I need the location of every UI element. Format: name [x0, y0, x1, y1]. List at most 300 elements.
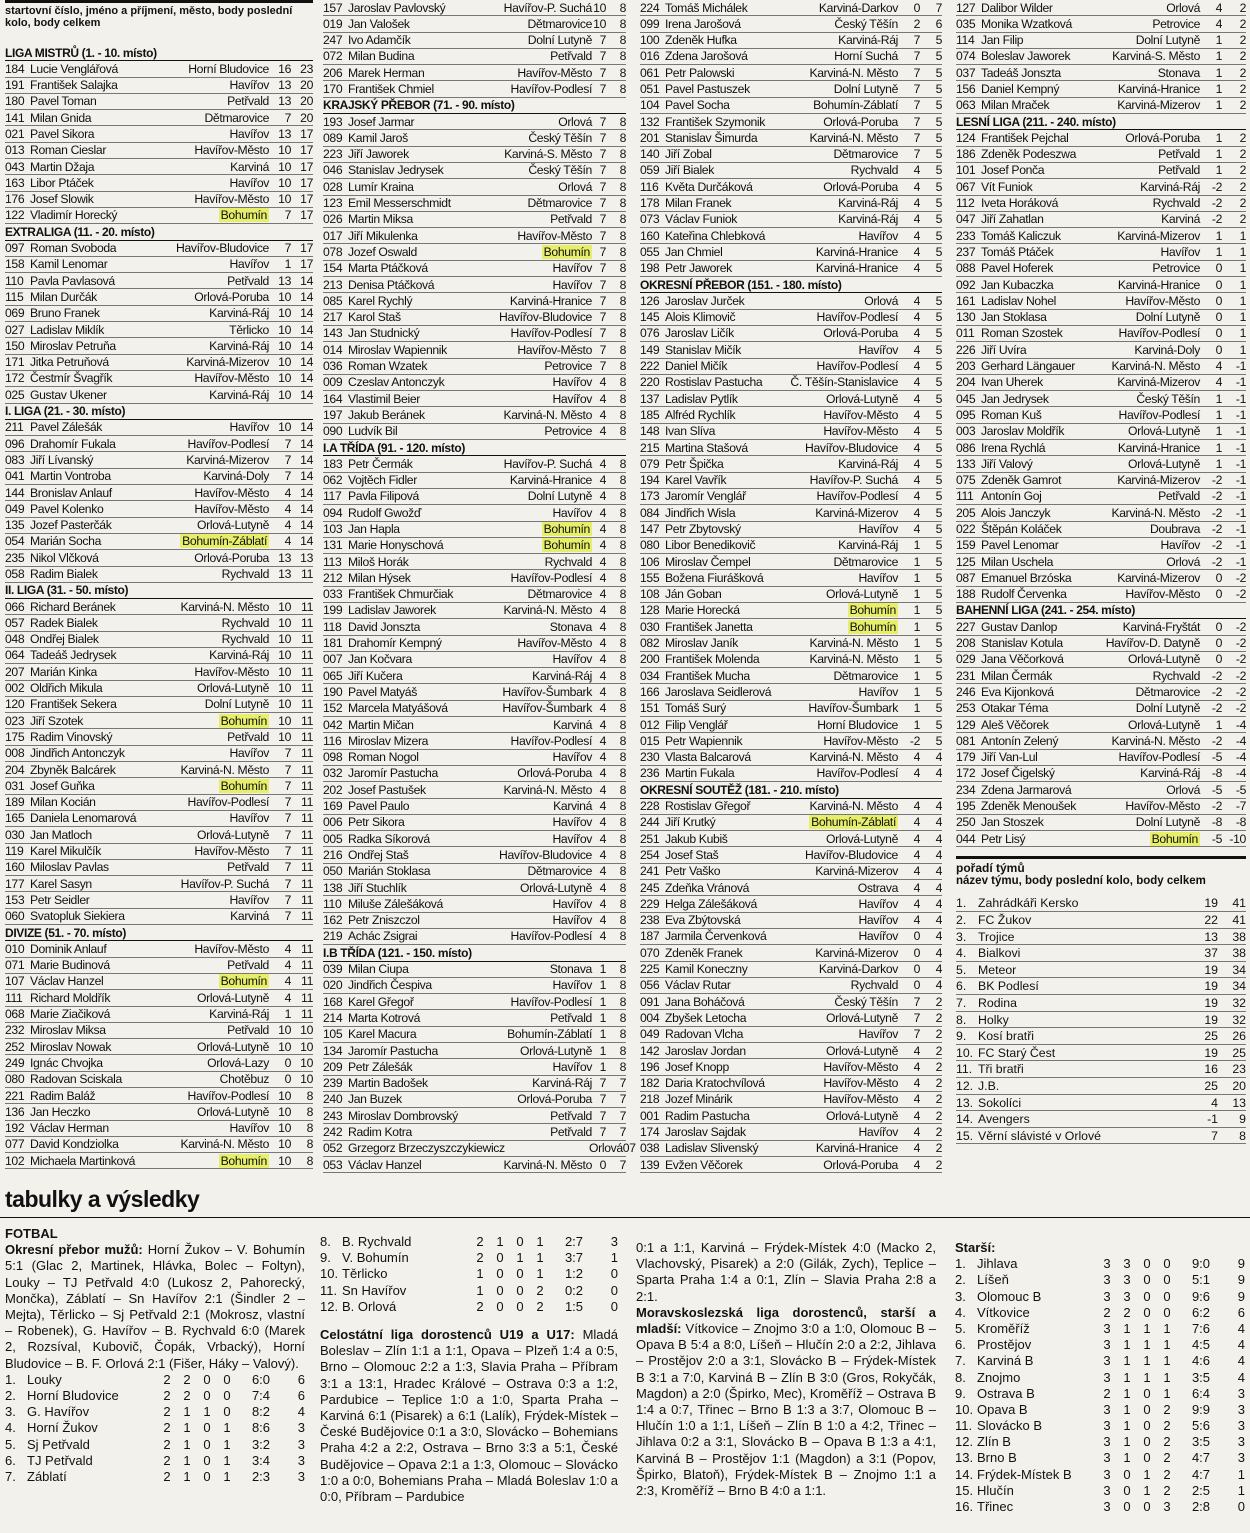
player-city — [157, 501, 269, 517]
player-city — [790, 472, 898, 488]
player-city — [474, 717, 592, 733]
table-row — [956, 424, 1246, 440]
points-total: 8 — [619, 359, 626, 374]
table-row — [323, 603, 626, 619]
points-last-round: 4 — [913, 799, 920, 814]
points-last-round: -2 — [1211, 799, 1222, 814]
player-name: Tomáš Kaliczuk — [981, 228, 1061, 243]
player-number: 007 — [323, 652, 343, 667]
points-total: 5 — [935, 212, 942, 227]
rank: 4. — [5, 1420, 16, 1436]
team: Opava B — [977, 1401, 1028, 1417]
player-number: 197 — [323, 407, 343, 422]
player-city — [474, 977, 592, 993]
player-name: Petr Čermák — [348, 456, 413, 471]
player-city — [157, 1088, 269, 1104]
player-city — [790, 684, 898, 700]
points-total: 8 — [619, 522, 626, 536]
table-row — [640, 407, 942, 423]
table-row — [640, 1027, 942, 1043]
city-text: Havířov — [229, 420, 269, 435]
player-number: 067 — [956, 179, 976, 194]
player-number: 060 — [5, 909, 25, 924]
player-name: Daniel Kempný — [981, 81, 1060, 96]
points-total: 11 — [301, 876, 313, 891]
player-city — [474, 619, 592, 635]
player-number: 143 — [323, 326, 343, 341]
points-last-round: 7 — [284, 436, 291, 451]
team: Znojmo — [977, 1369, 1021, 1385]
draws: 1 — [1143, 1482, 1151, 1498]
points-total: -4 — [1235, 717, 1246, 732]
team: B. Rychvald — [342, 1234, 412, 1249]
player-city — [1092, 570, 1200, 586]
player-city — [1092, 668, 1200, 684]
player-number: 162 — [323, 913, 343, 928]
points-last-round: 13 — [278, 126, 291, 141]
wins: 0 — [496, 1282, 504, 1298]
player-number: 017 — [323, 228, 343, 243]
table-row — [640, 994, 942, 1010]
team-row — [956, 1095, 1246, 1112]
player-number: 120 — [5, 697, 25, 712]
team: Brno B — [977, 1450, 1017, 1466]
city-text: Karviná-N. Město — [1111, 733, 1200, 748]
score: 5:6 — [1191, 1418, 1211, 1434]
table-row — [640, 261, 942, 277]
player-number: 116 — [323, 733, 342, 748]
table-row — [323, 16, 626, 32]
points-last-round: 4 — [913, 212, 920, 227]
player-number: 014 — [323, 342, 343, 357]
points-last-round: 4 — [599, 538, 606, 553]
player-name: Jaroslav Jurček — [665, 293, 745, 308]
player-number: 041 — [5, 469, 25, 484]
player-name: Jaroslav Moldřík — [981, 424, 1065, 439]
player-city — [157, 93, 269, 109]
team: B. Orlová — [342, 1298, 397, 1314]
player-name: Pavel Lenomar — [981, 538, 1059, 553]
player-name: Alois Klimovič — [665, 310, 736, 325]
table-row — [5, 1137, 313, 1153]
city-text: Havířov-Podlesí — [1118, 407, 1200, 422]
player-name: Iveta Horáková — [981, 196, 1059, 211]
player-city — [474, 765, 592, 781]
rank: 12. — [955, 1434, 974, 1450]
player-number: 196 — [640, 1059, 660, 1074]
table-row — [640, 962, 942, 978]
points-total: 1 — [1239, 228, 1246, 243]
points-last-round: 7 — [599, 65, 606, 80]
player-name: Martin Vontroba — [30, 469, 111, 484]
points-total: -2 — [1235, 652, 1246, 667]
player-city — [790, 505, 898, 521]
table-row — [956, 831, 1246, 847]
player-city — [474, 1124, 592, 1140]
points-last-round: 7 — [284, 860, 291, 875]
table-row — [5, 632, 313, 648]
table-row — [5, 61, 313, 77]
points-total: 14 — [300, 452, 313, 467]
table-row — [640, 636, 942, 652]
points-total: 5 — [935, 456, 942, 471]
standings-row — [5, 1469, 305, 1485]
points-total: 5 — [935, 244, 942, 259]
player-number: 107 — [5, 974, 25, 989]
city-text: Karviná-N. Město — [809, 750, 898, 765]
player-name: Jindřich Čespiva — [348, 978, 432, 993]
points-last-round: 4 — [599, 913, 606, 928]
player-number: 205 — [956, 505, 976, 520]
rank: 6. — [955, 1337, 966, 1353]
points-last-round: 4 — [599, 652, 606, 667]
player-city — [157, 1006, 269, 1022]
city-text: Karviná-Hranice — [1117, 81, 1200, 96]
table-row — [323, 913, 626, 929]
player-city — [474, 1043, 592, 1059]
losses: 0 — [1163, 1256, 1171, 1272]
player-city — [474, 260, 592, 276]
player-number: 200 — [640, 652, 660, 667]
player-city — [790, 1157, 898, 1173]
player-name: Vladimír Horecký — [30, 208, 118, 223]
team-points-last: 16 — [1204, 1062, 1218, 1077]
player-number: 145 — [640, 310, 660, 325]
points-last-round: 10 — [278, 371, 291, 386]
player-name: Josef Knopp — [665, 1059, 729, 1074]
player-city — [474, 374, 592, 390]
player-name: Milan Durčák — [30, 289, 97, 304]
player-number: 084 — [640, 505, 660, 520]
table-row — [323, 522, 626, 538]
points-last-round: 4 — [599, 766, 606, 781]
points-total: 17 — [300, 257, 313, 272]
table-row — [640, 0, 942, 16]
player-name: Jan Valošek — [348, 16, 410, 31]
city-text: Havířov-Podlesí — [510, 994, 592, 1009]
team-rank: 14. — [956, 1112, 974, 1127]
score: 2:7 — [564, 1234, 584, 1249]
table-row — [5, 322, 313, 338]
city-text: Karviná-Ráj — [1140, 766, 1200, 781]
player-name: Štěpán Koláček — [981, 522, 1062, 536]
points-last-round: 4 — [913, 1092, 920, 1107]
city-text: Karviná-Mizerov — [1117, 473, 1200, 488]
player-name: Radim Baláž — [30, 1088, 96, 1103]
city-text: Bohumín — [220, 974, 267, 989]
player-name: Daniel Mičík — [665, 359, 728, 374]
city-text: Karviná-S. Město — [1112, 49, 1200, 64]
player-number: 175 — [5, 729, 25, 744]
player-number: 029 — [956, 652, 976, 667]
player-city — [474, 211, 592, 227]
city-text: Dětmarovice — [527, 587, 592, 602]
city-text: Havířov-Město — [517, 342, 592, 357]
points-total: -1 — [1235, 456, 1246, 471]
player-city — [157, 175, 269, 191]
table-row — [5, 387, 313, 403]
player-city — [474, 1026, 592, 1042]
points-total: 10 — [300, 1039, 313, 1054]
points-last-round: 4 — [284, 518, 291, 533]
points-total: -2 — [1235, 668, 1246, 683]
city-text: Havířov-Podlesí — [1118, 326, 1200, 341]
points-total: 7 — [619, 1108, 626, 1123]
player-name: Jaromír Pastucha — [348, 1043, 438, 1058]
player-name: Martina Stašová — [665, 440, 748, 455]
points-total: 11 — [301, 844, 313, 859]
points-total: 8 — [619, 799, 626, 814]
wins: 1 — [183, 1404, 191, 1420]
table-row — [323, 326, 626, 342]
table-row — [956, 668, 1246, 684]
city-text: Rychvald — [850, 978, 898, 993]
wins: 0 — [496, 1266, 504, 1282]
draws: 0 — [203, 1371, 211, 1387]
player-number: 001 — [640, 1108, 660, 1123]
player-city — [157, 305, 269, 321]
player-name: František Chmurčiak — [348, 587, 454, 602]
team-row — [956, 929, 1246, 946]
city-text: Havířov-P. Suchá — [809, 473, 898, 488]
player-name: Ignác Chvojka — [30, 1055, 103, 1070]
player-number: 243 — [323, 1108, 343, 1123]
points-total: 8 — [619, 114, 626, 129]
points-last-round: 4 — [913, 1141, 920, 1156]
points-total: 2 — [1239, 179, 1246, 194]
player-number: 156 — [956, 81, 976, 96]
team-points-last: 19 — [1204, 962, 1218, 977]
points-last-round: 10 — [278, 289, 291, 304]
player-name: František Pejchal — [981, 130, 1069, 145]
points-total: 14 — [300, 371, 313, 386]
played: 3 — [1103, 1288, 1111, 1304]
player-city — [1092, 586, 1200, 602]
city-text: Karviná-Hranice — [815, 244, 898, 259]
city-text: Havířov — [552, 391, 592, 406]
points-last-round: 4 — [913, 196, 920, 211]
table-row — [640, 489, 942, 505]
points-total: 5 — [935, 473, 942, 488]
player-city — [1092, 684, 1200, 700]
city-text: Karviná-N. Město — [809, 130, 898, 145]
points-last-round: 7 — [284, 909, 291, 924]
points-last-round: 4 — [913, 1076, 920, 1091]
player-number: 155 — [640, 570, 660, 585]
points-last-round: 1 — [913, 587, 920, 602]
city-text: Bohumín — [543, 538, 590, 553]
points: 0 — [1237, 1499, 1245, 1515]
player-city — [1092, 48, 1200, 64]
draws: 1 — [203, 1404, 211, 1420]
player-city — [474, 342, 592, 358]
city-text: Český Těšín — [528, 163, 592, 178]
player-number: 025 — [5, 387, 25, 402]
standings-row — [955, 1272, 1245, 1288]
city-text: Karviná-N. Město — [503, 407, 592, 422]
col3-text: 0:1 a 1:1, Karviná – Frýdek-Místek 4:0 (Macko 2, Vlachovský, Pisarek) a 2:0 (Gilák, Zych), Teplice – Sparta Praha 1:4 a 0:1, Zlín – Slavia Praha 2:8 a 2:1. — [636, 1240, 936, 1304]
player-city — [1092, 162, 1200, 178]
points-total: 8 — [619, 342, 626, 357]
player-city — [474, 602, 592, 618]
table-row — [323, 962, 626, 978]
table-row — [640, 684, 942, 700]
player-city — [790, 358, 898, 374]
points-last-round: 10 — [278, 306, 291, 321]
league-header: BAHENNÍ LIGA (241. - 254. místo) — [956, 603, 1246, 619]
rank: 15. — [955, 1482, 974, 1498]
points-last-round: 4 — [913, 261, 920, 276]
table-row — [323, 0, 626, 16]
points-last-round: 4 — [913, 440, 920, 455]
league-header: LESNÍ LIGA (211. - 240. místo) — [956, 114, 1246, 130]
team-points-total: 38 — [1232, 946, 1246, 961]
player-number: 092 — [956, 277, 976, 292]
player-number: 216 — [323, 847, 343, 862]
table-row — [956, 196, 1246, 212]
player-city — [790, 114, 898, 130]
celostatni-results — [320, 1327, 618, 1505]
player-city — [474, 472, 592, 488]
points-total: 8 — [619, 212, 626, 227]
standings-row — [955, 1256, 1245, 1272]
standings-row — [955, 1386, 1245, 1402]
player-name: Petr Wapiennik — [665, 733, 743, 748]
player-city — [790, 928, 898, 944]
team: Jihlava — [977, 1256, 1018, 1272]
table-row — [5, 175, 313, 191]
points-last-round: 7 — [599, 261, 606, 276]
points-last-round: 10 — [278, 355, 291, 370]
player-city — [1092, 521, 1200, 537]
points-last-round: 4 — [1215, 359, 1222, 374]
points-last-round: 10 — [278, 681, 291, 696]
team: Kroměříž — [977, 1320, 1030, 1336]
points-total: 8 — [619, 147, 626, 162]
player-name: Josef Slowik — [30, 192, 94, 207]
table-row — [640, 359, 942, 375]
points-total: 8 — [619, 505, 626, 520]
player-city — [1092, 81, 1200, 97]
team-name: FC Žukov — [978, 913, 1032, 928]
points-last-round: 0 — [622, 1141, 630, 1156]
player-city — [1092, 325, 1200, 341]
draws: 1 — [1143, 1353, 1151, 1369]
points-last-round: 7 — [284, 208, 291, 223]
player-number: 104 — [640, 98, 660, 113]
city-text: Rychvald — [221, 615, 269, 630]
draws: 0 — [1143, 1385, 1151, 1401]
player-number: 242 — [323, 1124, 343, 1139]
standings-row — [955, 1483, 1245, 1499]
player-number: 100 — [640, 33, 660, 48]
player-name: Ivo Adamčík — [348, 33, 411, 48]
player-number: 234 — [956, 782, 976, 797]
points-last-round: 10 — [278, 175, 291, 190]
standings-row — [5, 1388, 305, 1404]
points-last-round: 10 — [278, 1039, 291, 1054]
points-total: 10 — [300, 1055, 313, 1070]
team-points-total: 13 — [1232, 1095, 1246, 1110]
player-name: Jan Stoszek — [981, 815, 1044, 830]
player-number: 230 — [640, 750, 660, 765]
points-last-round: 4 — [599, 505, 606, 520]
points-total: 8 — [619, 733, 626, 748]
wins: 2 — [183, 1388, 191, 1404]
score: 1:5 — [564, 1298, 584, 1314]
points-total: 5 — [935, 603, 942, 618]
player-city — [1092, 814, 1200, 830]
points-last-round: 4 — [599, 782, 606, 797]
score: 9:0 — [1191, 1256, 1211, 1272]
player-name: František Chmiel — [348, 81, 434, 96]
points-total: 8 — [619, 1043, 626, 1058]
city-text: Bohumín — [1151, 831, 1198, 846]
points-last-round: -2 — [1211, 684, 1222, 699]
player-name: Ladislav Nohel — [981, 293, 1057, 308]
player-name: Jan Hapla — [348, 522, 400, 536]
player-name: Michaela Martinková — [30, 1153, 136, 1168]
player-city — [474, 1075, 592, 1091]
played: 2 — [163, 1404, 171, 1420]
league-header: I.A TŘÍDA (91. - 120. místo) — [323, 440, 626, 456]
city-text: Havířov-Bludovice — [499, 310, 592, 325]
player-number: 140 — [640, 147, 660, 162]
player-name: Rostislav Gřegoř — [665, 799, 751, 814]
city-text: Havířov-Podlesí — [510, 929, 592, 944]
points-total: 2 — [935, 1076, 942, 1091]
points-last-round: 1 — [1215, 49, 1222, 64]
points-total: 5 — [935, 81, 942, 96]
points-last-round: 4 — [599, 473, 606, 488]
player-number: 076 — [640, 326, 660, 341]
points-last-round: -2 — [1211, 179, 1222, 194]
played: 2 — [476, 1234, 484, 1249]
points-last-round: 1 — [913, 619, 920, 634]
score: 8:2 — [251, 1404, 271, 1420]
table-row — [956, 815, 1246, 831]
score: 5:1 — [1191, 1272, 1211, 1288]
player-name: Petr Sikora — [348, 815, 405, 830]
city-text: Karviná-Ráj — [838, 196, 898, 211]
points-last-round: 13 — [278, 550, 291, 565]
player-city — [157, 631, 269, 647]
wins: 3 — [1123, 1256, 1131, 1272]
points-last-round: 1 — [1215, 244, 1222, 259]
player-name: Dominik Anlauf — [30, 941, 107, 956]
city-text: Karviná-N. Město — [809, 652, 898, 667]
table-row — [5, 1121, 313, 1137]
table-row — [956, 375, 1246, 391]
table-row — [5, 420, 313, 436]
player-number: 228 — [640, 799, 660, 814]
player-name: Vlasta Balcarová — [665, 750, 751, 765]
points-last-round: -2 — [1211, 701, 1222, 716]
team-name: J.B. — [978, 1078, 1000, 1093]
city-text: Český Těšín — [528, 130, 592, 145]
standings-row — [955, 1434, 1245, 1450]
player-city — [157, 615, 269, 631]
points-total: 5 — [935, 163, 942, 178]
player-name: Ján Goban — [665, 587, 722, 602]
league-header: EXTRALIGA (11. - 20. místo) — [5, 224, 313, 240]
table-row — [640, 1059, 942, 1075]
player-city — [474, 994, 592, 1010]
city-text: Orlová-Lutyně — [197, 681, 269, 696]
points-last-round: 7 — [599, 310, 606, 325]
points-last-round: 13 — [278, 273, 291, 288]
city-text: Karviná — [230, 159, 269, 174]
